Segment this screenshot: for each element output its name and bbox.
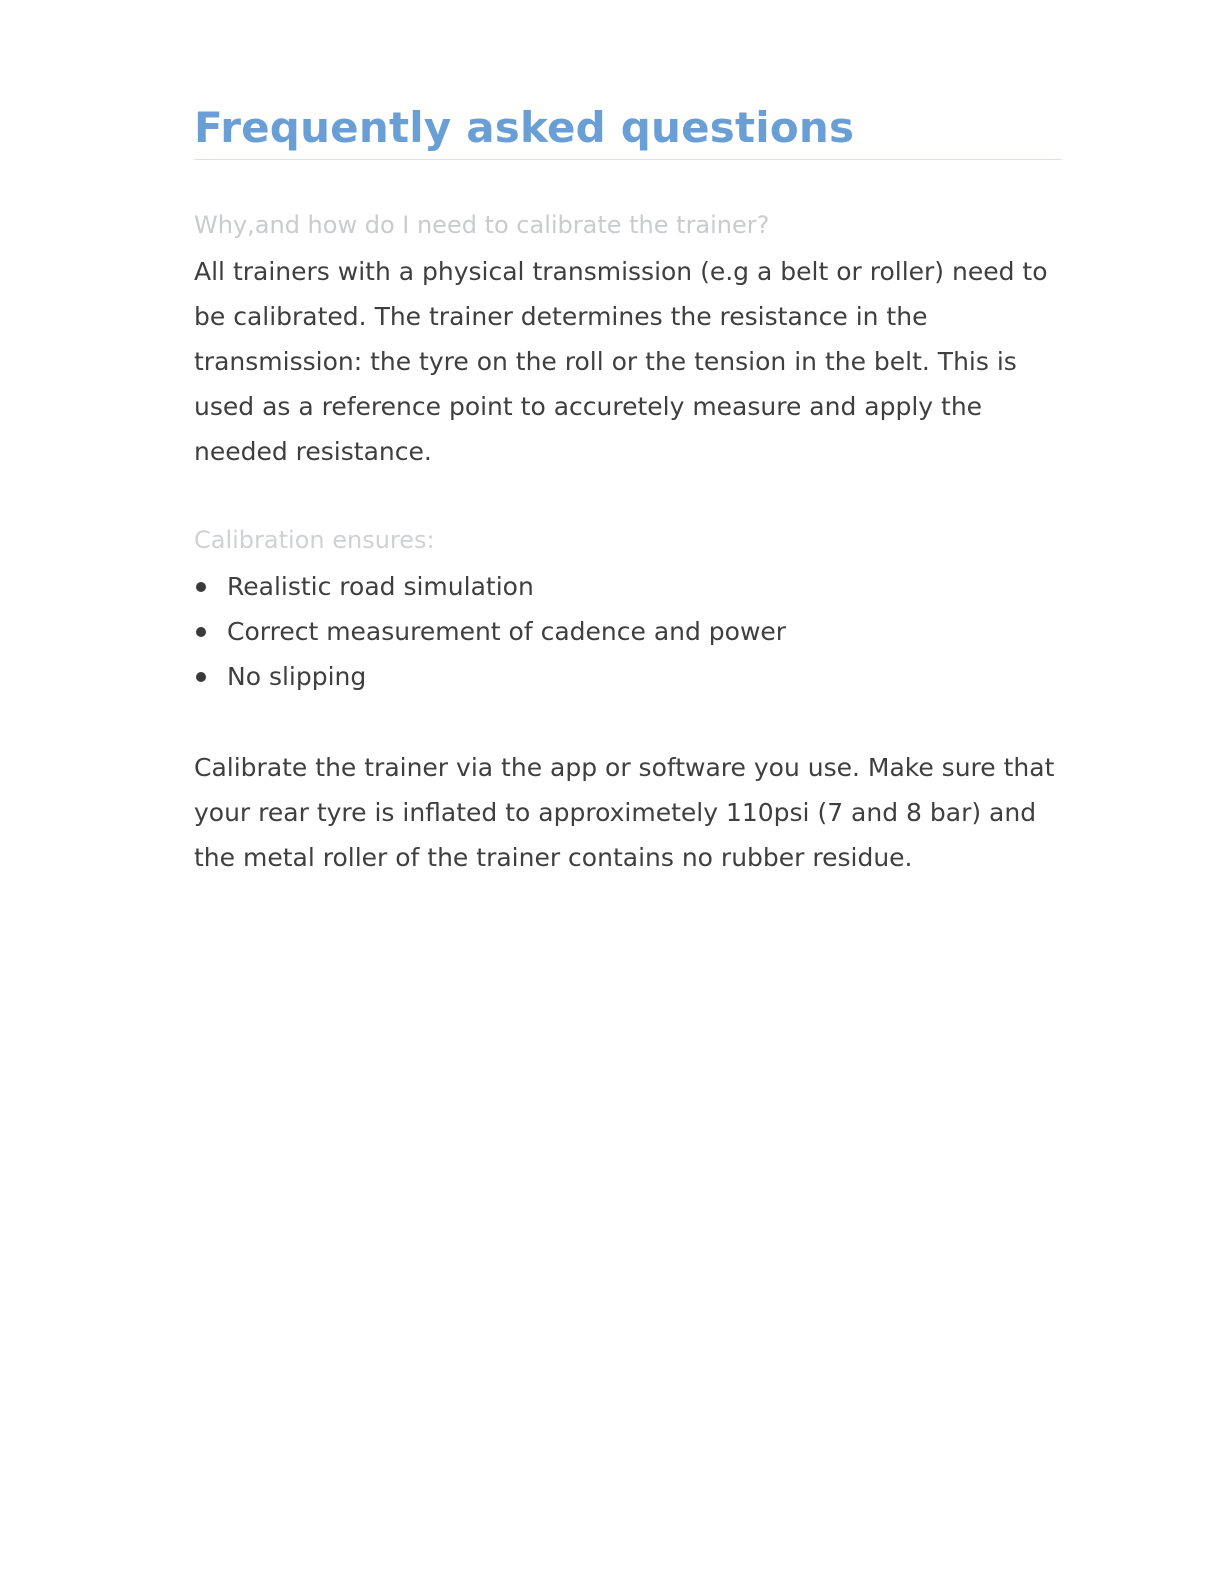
list-item-text: Realistic road simulation [227,572,534,601]
title-divider [194,159,1062,160]
list-item [194,609,786,654]
bullet-icon [196,627,206,637]
bullet-icon [196,672,206,682]
calibration-instructions: Calibrate the trainer via the app or software you use. Make sure that your rear tyre is inflated to approximetely 110psi (7 and 8 bar) and the metal roller of the trainer contains no rubber residue. [194,753,1055,872]
calibration-benefits-list [194,564,786,699]
faq-question: Why,and how do I need to calibrate the trainer? [194,211,770,239]
faq-answer: All trainers with a physical transmission (e.g a belt or roller) need to be calibrated. The trainer determines the resistance in the transmission: the tyre on the roll or the tension in the belt. This is used as a reference point to accuretely measure and apply the needed resistance. [194,257,1048,466]
list-item [194,564,786,609]
list-item-text: Correct measurement of cadence and power [227,617,787,646]
calibration-subheading: Calibration ensures: [194,526,435,554]
list-item-text: No slipping [227,662,367,691]
bullet-icon [196,582,206,592]
list-item [194,654,786,699]
page-title: Frequently asked questions [194,103,855,152]
